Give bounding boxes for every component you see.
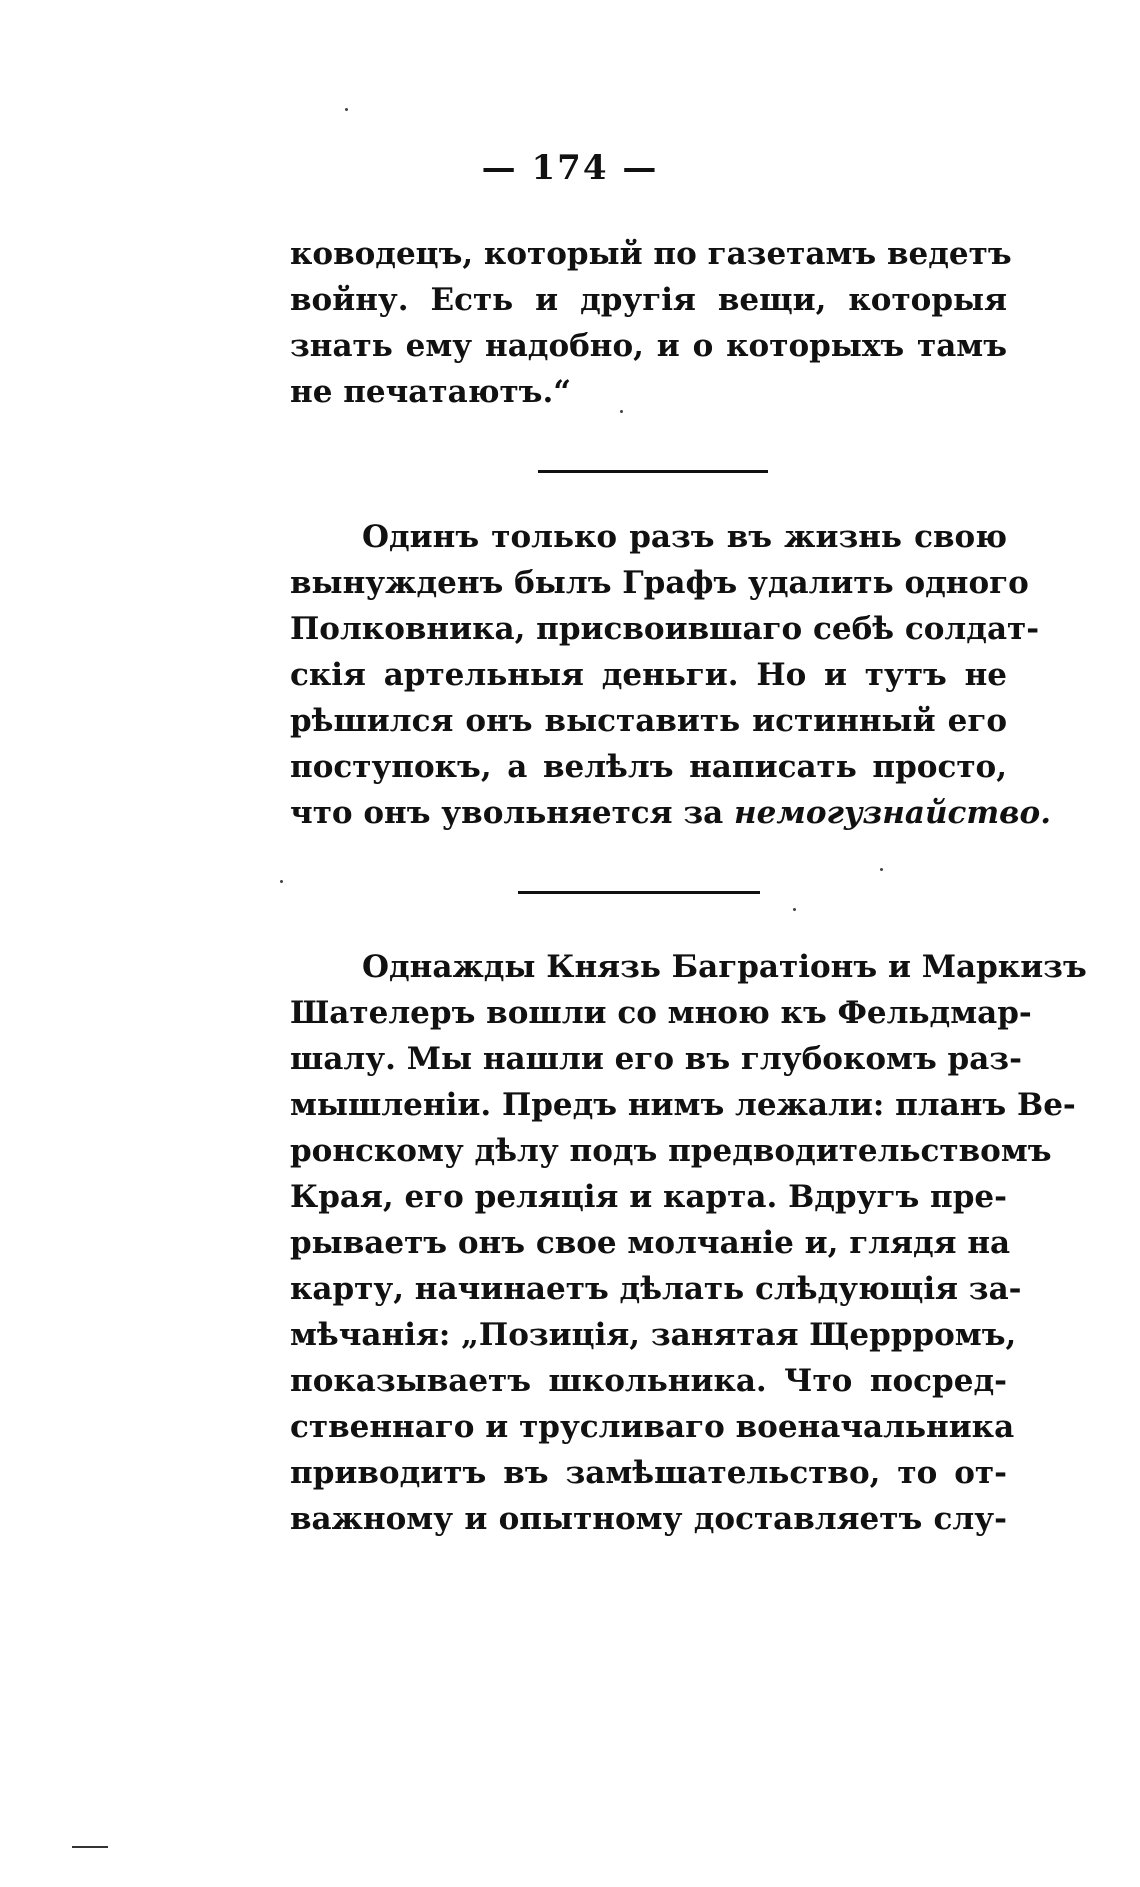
text-line: мѣчанія: „Позиція, занятая Щеррромъ, [290,1317,1017,1353]
text-line: Одинъ только разъ въ жизнь свою [362,519,1007,555]
text-line: скія артельныя деньги. Но и тутъ не [290,657,1007,693]
text-line: показываетъ школьника. Что посред- [290,1363,1007,1399]
text-line: поступокъ, а велѣлъ написать просто, [290,749,1007,785]
margin-mark [72,1846,108,1848]
text-line: Полковника, присвоившаго себѣ солдат- [290,611,1040,647]
text-line-final [290,790,1051,836]
section-divider [538,470,768,473]
text-line: ронскому дѣлу подъ предводительствомъ [290,1133,1052,1169]
text-line: приводитъ въ замѣшательство, то от- [290,1455,1007,1491]
italic-term: немогузнайство. [734,795,1051,831]
paragraph-anecdote-bagration [290,944,1087,1542]
scan-speck [620,410,623,413]
text-line: Шателеръ вошли со мною къ Фельдмар- [290,995,1032,1031]
text-line: ственнаго и трусливаго военачальника [290,1409,1015,1445]
text-line: важному и опытному доставляетъ слу- [290,1501,1007,1537]
section-divider [518,891,760,894]
text-line: знать ему надобно, и о которыхъ тамъ [290,328,1007,364]
text-line: рываетъ онъ свое молчаніе и, глядя на [290,1225,1011,1261]
text-line: войну. Есть и другія вещи, которыя [290,282,1007,318]
scan-speck [280,880,283,883]
text-line-start: что онъ увольняется за [290,795,724,831]
text-line: Однажды Князь Багратіонъ и Маркизъ [362,949,1087,985]
text-line: карту, начинаетъ дѣлать слѣдующія за- [290,1271,1022,1307]
text-line: рѣшился онъ выставить истинный его [290,703,1007,739]
scan-speck [345,108,348,111]
text-line: шалу. Мы нашли его въ глубокомъ раз- [290,1041,1022,1077]
paragraph-anecdote-colonel [290,514,1051,836]
text-line: ководецъ, который по газетамъ ведетъ [290,236,1012,272]
paragraph-continued [290,231,1012,415]
text-line: Края, его реляція и карта. Вдругъ пре- [290,1179,1007,1215]
scan-speck [793,908,796,911]
text-line: не печатаютъ.“ [290,374,572,410]
scan-speck [880,868,883,871]
page-number: — 174 — [481,148,659,188]
text-line: вынужденъ былъ Графъ удалить одного [290,565,1029,601]
text-line: мышленіи. Предъ нимъ лежали: планъ Ве- [290,1087,1076,1123]
